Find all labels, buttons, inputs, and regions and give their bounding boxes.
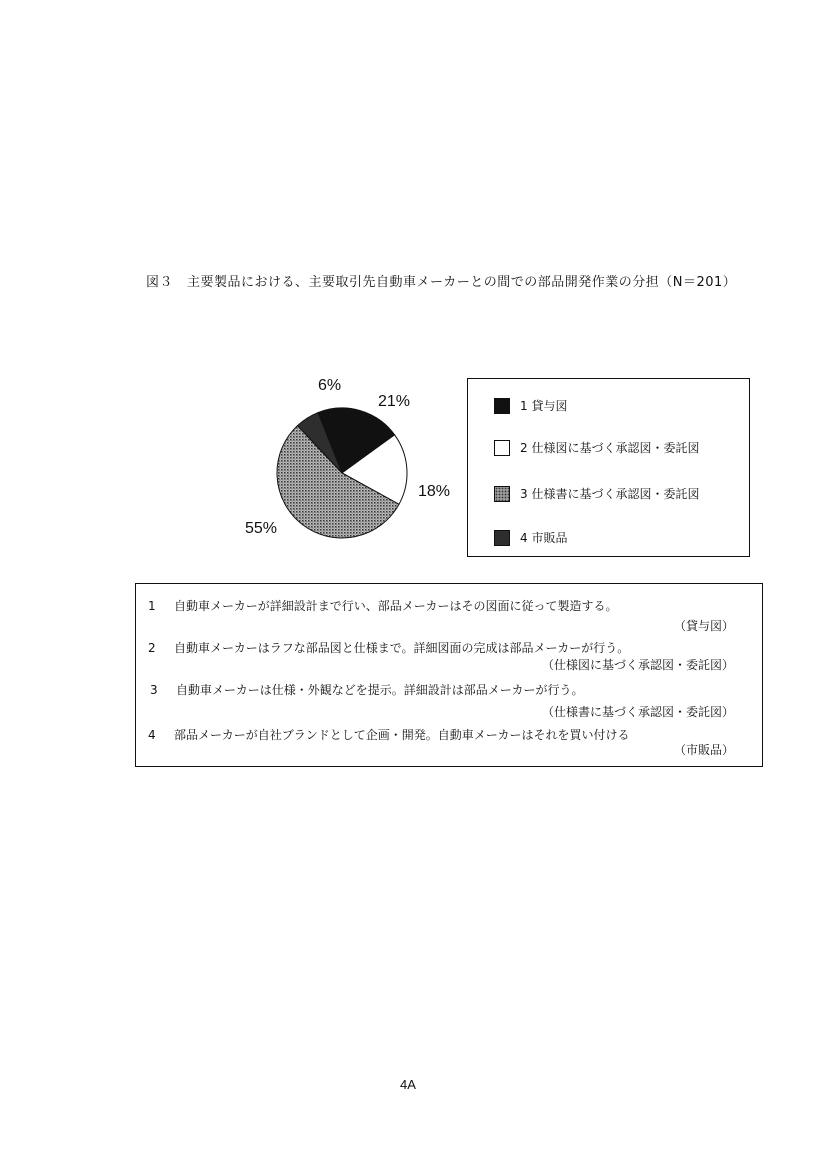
figure-title-text: 主要製品における、主要取引先自動車メーカーとの間での部品開発作業の分担（N＝201） xyxy=(187,275,737,290)
note-text: 自動車メーカーが詳細設計まで行い、部品メーカーはその図面に従って製造する。 xyxy=(174,599,618,613)
legend-swatch-3 xyxy=(494,486,510,502)
pie-label-3: 55% xyxy=(245,520,278,537)
note-4 xyxy=(148,726,630,743)
note-number: 1 xyxy=(148,599,156,613)
pie-label-2: 18% xyxy=(418,483,451,500)
note-3 xyxy=(150,681,584,698)
note-number: 3 xyxy=(150,683,158,697)
legend-item-3 xyxy=(494,485,699,502)
page-number: 4A xyxy=(400,1077,416,1092)
legend-label-1: 1 貸与図 xyxy=(520,399,568,413)
figure-label: 図３ xyxy=(146,275,174,290)
legend-item-2 xyxy=(494,439,699,456)
legend-label-4: 4 市販品 xyxy=(520,531,568,545)
pie-chart xyxy=(230,370,470,550)
figure-title xyxy=(146,271,736,290)
note-1 xyxy=(148,597,618,614)
note-3-category: （仕様書に基づく承認図・委託図） xyxy=(541,705,734,719)
notes-box xyxy=(135,583,763,767)
note-number: 4 xyxy=(148,728,156,742)
legend-swatch-1 xyxy=(494,398,510,414)
note-text: 自動車メーカーは仕様・外観などを提示。詳細設計は部品メーカーが行う。 xyxy=(176,683,584,697)
note-text: 自動車メーカーはラフな部品図と仕様まで。詳細図面の完成は部品メーカーが行う。 xyxy=(174,641,630,655)
note-text: 部品メーカーが自社ブランドとして企画・開発。自動車メーカーはそれを買い付ける xyxy=(174,728,630,742)
legend-label-2: 2 仕様図に基づく承認図・委託図 xyxy=(520,441,700,455)
note-1-category: （貸与図） xyxy=(673,619,734,633)
legend-swatch-2 xyxy=(494,440,510,456)
pie-label-1: 21% xyxy=(378,393,411,410)
note-4-category: （市販品） xyxy=(673,743,734,757)
chart-legend xyxy=(467,378,750,557)
legend-item-4 xyxy=(494,529,567,546)
legend-item-1 xyxy=(494,397,567,414)
note-number: 2 xyxy=(148,641,156,655)
pie-label-4: 6% xyxy=(318,377,342,394)
legend-label-3: 3 仕様書に基づく承認図・委託図 xyxy=(520,487,700,501)
legend-swatch-4 xyxy=(494,530,510,546)
note-2-category: （仕様図に基づく承認図・委託図） xyxy=(541,658,734,672)
note-2 xyxy=(148,639,629,656)
